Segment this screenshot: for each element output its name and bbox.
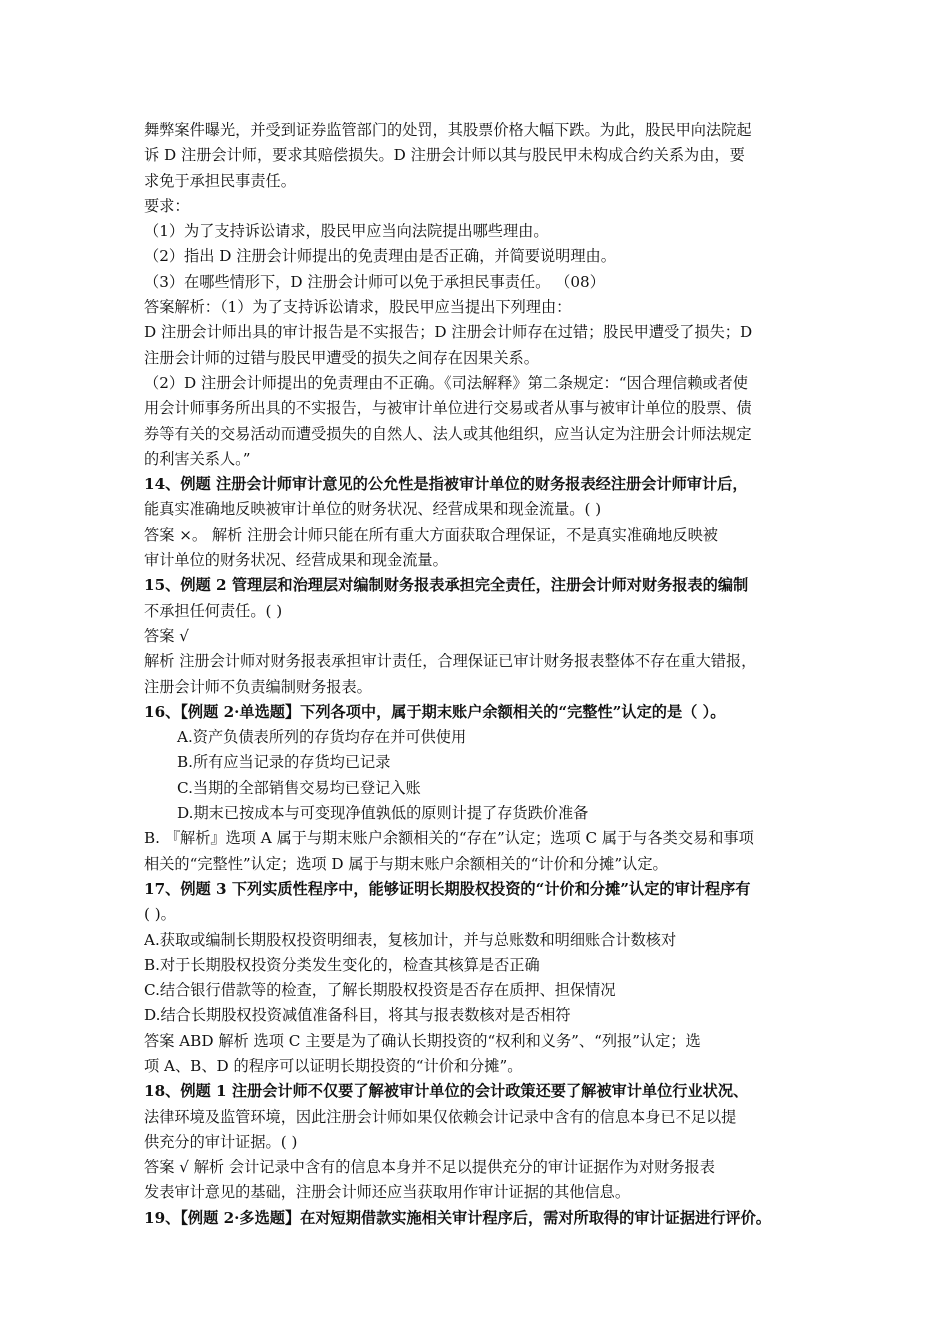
- text-line: 用会计师事务所出具的不实报告，与被审计单位进行交易或者从事与被审计单位的股票、债: [144, 399, 752, 418]
- text-line: 能真实准确地反映被审计单位的财务状况、经营成果和现金流量。( ): [144, 500, 602, 519]
- option-a: A.获取或编制长期股权投资明细表，复核加计，并与总账数和明细账合计数核对: [144, 930, 677, 949]
- text-line: 项 A、B、D 的程序可以证明长期投资的“计价和分摊”。: [144, 1056, 523, 1075]
- question-heading: 19、【例题 2·多选题】在对短期借款实施相关审计程序后，需对所取得的审计证据进行评价。: [144, 1208, 771, 1227]
- text-line: （3）在哪些情形下，D 注册会计师可以免于承担民事责任。 （08）: [144, 272, 605, 291]
- text-line: 注册会计师的过错与股民甲遭受的损失之间存在因果关系。: [144, 348, 539, 367]
- text-line: 求免于承担民事责任。: [144, 171, 296, 190]
- option-c: C.结合银行借款等的检查，了解长期股权投资是否存在质押、担保情况: [144, 981, 616, 1000]
- question-heading: 15、例题 2 管理层和治理层对编制财务报表承担完全责任，注册会计师对财务报表的编制: [144, 576, 749, 595]
- text-line: 答案解析：（1）为了支持诉讼请求，股民甲应当提出下列理由：: [144, 298, 572, 317]
- text-line: 答案 ×。 解析 注册会计师只能在所有重大方面获取合理保证，不是真实准确地反映被: [144, 525, 718, 544]
- question-heading: 17、例题 3 下列实质性程序中，能够证明长期股权投资的“计价和分摊”认定的审计程序有: [144, 879, 751, 898]
- option-b: B.所有应当记录的存货均已记录: [177, 753, 391, 772]
- text-line: 要求：: [144, 196, 190, 215]
- question-heading: 18、例题 1 注册会计师不仅要了解被审计单位的会计政策还要了解被审计单位行业状况、: [144, 1082, 749, 1101]
- text-line: 的利害关系人。”: [144, 449, 251, 468]
- text-line: 法律环境及监管环境，因此注册会计师如果仅依赖会计记录中含有的信息本身已不足以提: [144, 1107, 737, 1126]
- text-line: 答案 √ 解析 会计记录中含有的信息本身并不足以提供充分的审计证据作为对财务报表: [144, 1158, 715, 1177]
- text-line: 券等有关的交易活动而遭受损失的自然人、法人或其他组织，应当认定为注册会计师法规定: [144, 424, 752, 443]
- text-line: 诉 D 注册会计师，要求其赔偿损失。D 注册会计师以其与股民甲未构成合约关系为由，要: [144, 146, 745, 165]
- text-line: 发表审计意见的基础，注册会计师还应当获取用作审计证据的其他信息。: [144, 1183, 630, 1202]
- text-line: 审计单位的财务状况、经营成果和现金流量。: [144, 551, 448, 570]
- option-d: D.期末已按成本与可变现净值孰低的原则计提了存货跌价准备: [177, 804, 589, 823]
- text-line: （2）指出 D 注册会计师提出的免责理由是否正确，并简要说明理由。: [144, 247, 616, 266]
- text-line: 答案 ABD 解析 选项 C 主要是为了确认长期投资的“权利和义务”、“列报”认定；选: [144, 1031, 701, 1050]
- text-line: 不承担任何责任。( ): [144, 601, 283, 620]
- text-line: 供充分的审计证据。( ): [144, 1132, 298, 1151]
- text-line: 舞弊案件曝光，并受到证券监管部门的处罚，其股票价格大幅下跌。为此，股民甲向法院起: [144, 121, 752, 139]
- option-b: B.对于长期股权投资分类发生变化的，检查其核算是否正确: [144, 955, 540, 974]
- text-line: 注册会计师不负责编制财务报表。: [144, 677, 372, 696]
- question-heading: 14、例题 注册会计师审计意见的公允性是指被审计单位的财务报表经注册会计师审计后，: [144, 475, 748, 494]
- text-line: （2）D 注册会计师提出的免责理由不正确。《司法解释》第二条规定：“因合理信赖或者使: [144, 373, 748, 392]
- text-line: 答案 √: [144, 626, 189, 645]
- text-line: B. 『解析』选项 A 属于与期末账户余额相关的“存在”认定；选项 C 属于与各类交易和事项: [144, 829, 754, 848]
- option-d: D.结合长期股权投资减值准备科目，将其与报表数核对是否相符: [144, 1006, 571, 1025]
- text-line: （1）为了支持诉讼请求，股民甲应当向法院提出哪些理由。: [144, 222, 549, 241]
- document-page: [144, 118, 810, 1231]
- option-a: A.资产负债表所列的存货均存在并可供使用: [177, 728, 467, 747]
- question-heading: 16、【例题 2·单选题】下列各项中，属于期末账户余额相关的“完整性”认定的是（ ）。: [144, 702, 726, 721]
- option-c: C.当期的全部销售交易均已登记入账: [177, 778, 421, 797]
- text-line: ( )。: [144, 905, 176, 924]
- text-line: 解析 注册会计师对财务报表承担审计责任，合理保证已审计财务报表整体不存在重大错报，: [144, 652, 757, 671]
- text-line: D 注册会计师出具的审计报告是不实报告；D 注册会计师存在过错；股民甲遭受了损失；D: [144, 323, 753, 342]
- text-line: 相关的“完整性”认定；选项 D 属于与期末账户余额相关的“计价和分摊”认定。: [144, 854, 668, 873]
